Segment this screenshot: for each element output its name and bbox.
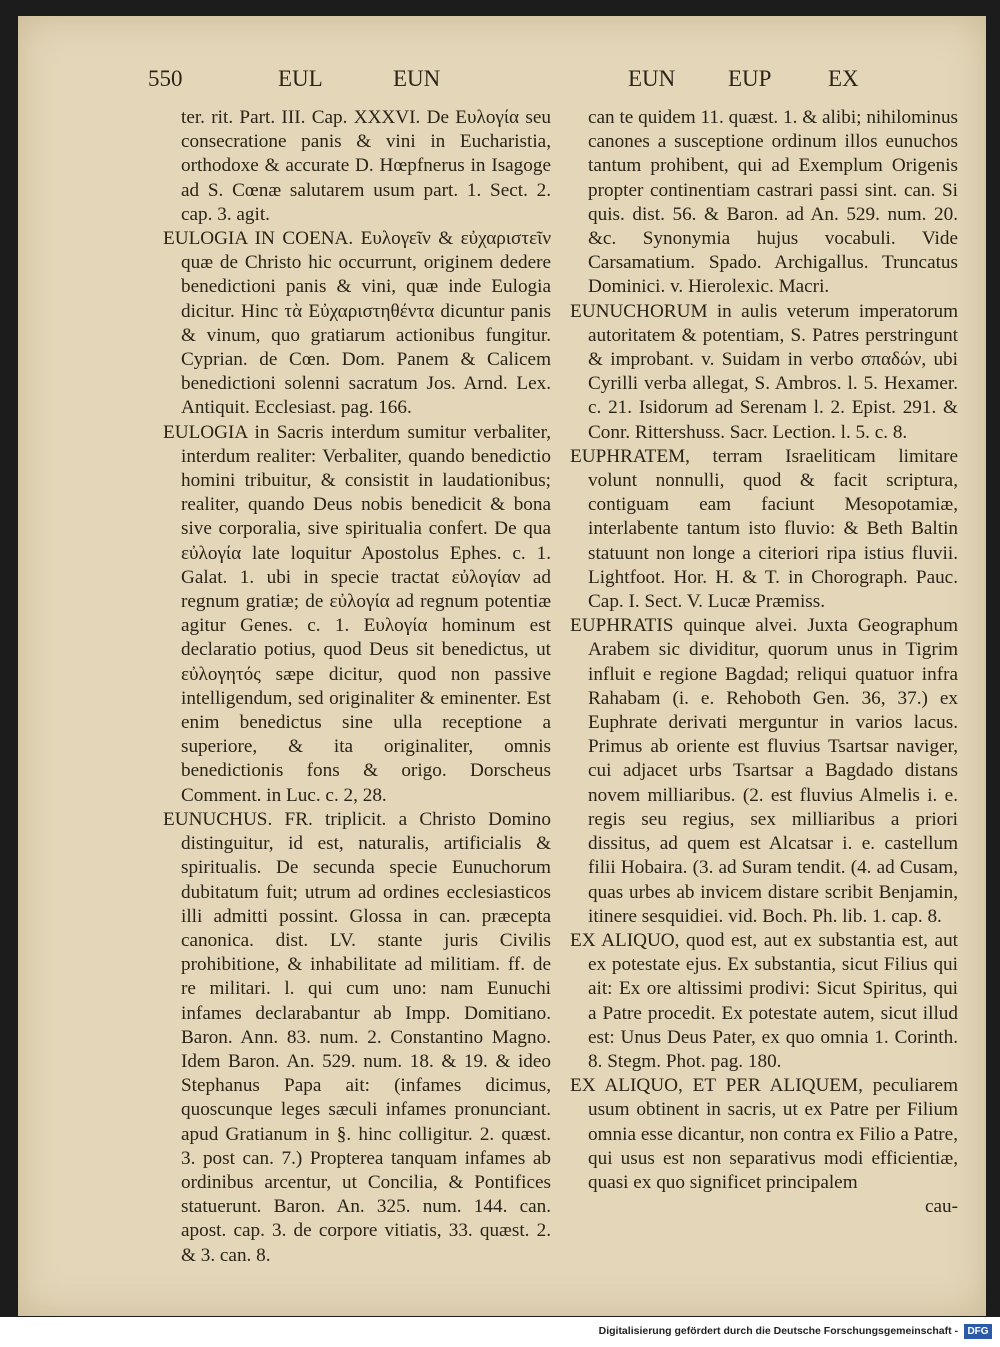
entry-continuation-right: can te quidem 11. quæst. 1. & alibi; nihilominus canones a susceptione ordinum illos eunuchos tantum prohibent, qui ad Exemplum Origenis propter continentiam castrari passi sint. can. Si quis. dist. 56. & Baron. ad An. 529. num. 20. &c. Synonymia hujus vocabuli. Vide Carsamatium. Spado. Archigallus. Truncatus Dominici. v. Hierolexic. Macri.: [588, 107, 958, 298]
head-eul: EUL: [278, 66, 323, 91]
entry-eunuchorum: EUNUCHORUM in aulis veterum imperatorum autoritatem & potentiam, S. Patres perstringunt & improbant. v. Suidam in verbo σπαδών, ubi Cyrilli verba allegat, S. Ambros. l. 5. Hexamer. c. 21. Isidorum ad Serenam l. 2. Epist. 291. & Conr. Rittershuss. Sacr. Lection. l. 5. c. 8.: [570, 300, 958, 443]
entry-eulogia-in-coena: EULOGIA IN COENA. Ευλογεῖν & εὐχαριστεῖν quæ de Christo hic occurrunt, originem dedere benedictioni panis & vini, quæ inde Eulogia dicitur. Hinc τὰ Εὐχαριστηθέντα dicuntur panis & vinum, quo gratiarum actionibus fungitur. Cyprian. de Cœn. Dom. Panem & Calicem benedictioni solenni sacratum Jos. Arnd. Lex. Antiquit. Ecclesiast. pag. 166.: [163, 228, 551, 419]
funding-notice: Digitalisierung gefördert durch die Deutsche Forschungsgemeinschaft -: [598, 1325, 958, 1337]
running-header: [38, 66, 966, 102]
entry-ex-aliquo: EX ALIQUO, quod est, aut ex substantia est, aut ex potestate ejus. Ex substantia, sicut Filius qui ait: Ex ore altissimi prodivi: Sicut Spiritus, qui a Patre procedit. Ex potestate autem, sicut illud est: Unus Deus Pater, ex quo omnia 1. Corinth. 8. Stegm. Phot. pag. 180.: [570, 929, 958, 1072]
book-page: [18, 16, 986, 1316]
left-column: [163, 106, 551, 1268]
page-number: 550: [148, 66, 183, 91]
entry-euphratis: EUPHRATIS quinque alvei. Juxta Geographum Arabem sic dividitur, quorum unus in Tigrim influit e regione Bagdad; reliqui quatuor infra Rahabam (i. e. Rehoboth Gen. 36, 37.) ex Euphrate derivati merguntur in varios lacus. Primus ab oriente est fluvius Tsartsar naviger, cui adjacet urbs Tsartsar a Bagdado distans novem milliaribus. (2. est fluvius Almelis i. e. regis seu regius, sex milliaribus a priori dissitus, ad quem est Alcatsar i. e. castellum filii Hobaira. (3. ad Suram tendit. (4. ad Cusam, quas urbes ab invicem distare scribit Benjamin, itinere sesquidiei. vid. Boch. Ph. lib. 1. cap. 8.: [570, 615, 958, 927]
entry-ex-aliquo-et-per-aliquem: EX ALIQUO, ET PER ALIQUEM, peculiarem usum obtinent in sacris, ut ex Patre per Filium omnia esse dicantur, non contra ex Filio a Patre, qui usus est non separativus modi efficientiæ, quasi ex quo significet principalem: [570, 1075, 958, 1193]
right-column: [570, 106, 958, 1219]
catchword: cau-: [924, 1196, 958, 1218]
entry-continuation: ter. rit. Part. III. Cap. XXXVI. De Ευλογία seu consecratione panis & vini in Eucharistia, orthodoxe & accurate D. Hœpfnerus in Isagoge ad S. Cœnæ salutarem usum part. 1. Sect. 2. cap. 3. agit.: [181, 107, 551, 225]
footer-bar: [0, 1317, 1000, 1347]
head-eun-right: EUN: [628, 66, 676, 91]
entry-eulogia-in-sacris: EULOGIA in Sacris interdum sumitur verbaliter, interdum realiter: Verbaliter, quando benedictio homini tribuitur, & consistit in laudationibus; realiter, quando Deus nobis benedicit & bona sive corporalia, sive spiritualia confert. De qua εὐλογία late loquitur Apostolus Ephes. c. 1. Galat. 1. ubi in specie tractat εὐλογίαν ad regnum gratiæ; de εὐλογία ad regnum potentiæ agitur Genes. c. 1. Ευλογία hominum est declaratio potius, quod Deus sit benedictus, ut εὐλογητός sæpe dicitur, quod non passive intelligendum, sed originaliter & eminenter. Est enim benedictus sine ulla receptione a superiore, & ita originaliter, omnis benedictionis fons & origo. Dorscheus Comment. in Luc. c. 2, 28.: [163, 421, 551, 806]
head-ex: EX: [828, 66, 859, 91]
dfg-logo-icon: DFG: [964, 1324, 992, 1339]
head-eun-left: EUN: [393, 66, 441, 91]
head-eup: EUP: [728, 66, 772, 91]
entry-eunuchus: EUNUCHUS. FR. triplicit. a Christo Domino distinguitur, id est, naturalis, artificialis & spiritualis. De secunda specie Eunuchorum dubitatum fuit; utrum ad ordines ecclesiasticos illi admitti possint. Glossa in can. præcepta canonica. dist. LV. stante juris Civilis prohibitione, & inhabilitate ad militiam. ff. de re militari. l. qui cum uno: nam Eunuchi infames declarabantur ab Impp. Domitiano. Baron. Ann. 83. num. 2. Constantino Magno. Idem Baron. An. 529. num. 18. & 19. & ideo Stephanus Papa ait: (infames dicimus, quoscunque leges sæculi infames pronunciant. apud Gratianum in §. hinc colligitur. 2. quæst. 3. post can. 7.) Propterea tanquam infames ab ordinibus arcentur, ut Concilia, & Pontifices statuerunt. Baron. An. 325. num. 144. can. apost. cap. 3. de corpore vitiatis, 33. quæst. 2. & 3. can. 8.: [163, 808, 551, 1266]
entry-euphratem: EUPHRATEM, terram Israeliticam limitare volunt nonnulli, quod & facit scriptura, contiguam eam faciunt Mesopotamiæ, interlabente tantum isto fluvio: & Beth Baltin statuunt non longe a citeriori ripa istius fluvii. Lightfoot. Hor. H. & T. in Chorograph. Pauc. Cap. I. Sect. V. Lucæ Præmiss.: [570, 445, 958, 613]
